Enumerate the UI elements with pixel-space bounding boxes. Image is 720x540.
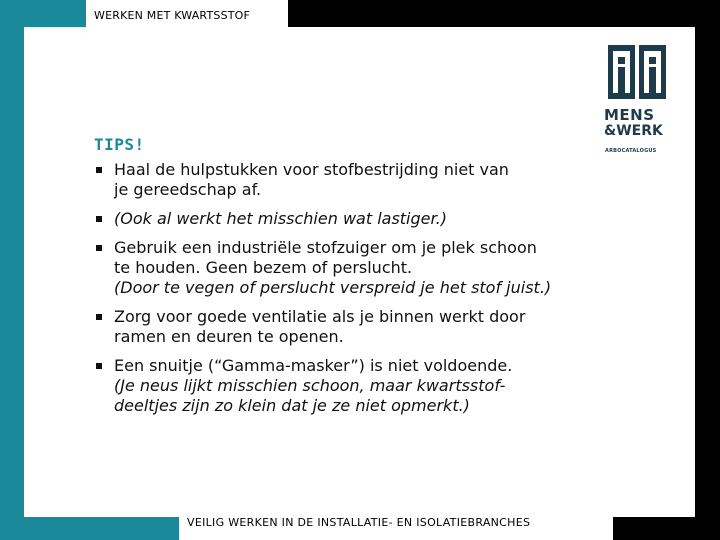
logo-text-mens: MENS — [604, 106, 655, 124]
left-teal-bar — [0, 0, 24, 540]
bullet-1-line-2: je gereedschap af. — [114, 180, 262, 199]
list-item — [96, 209, 551, 229]
bottom-teal-bar — [24, 517, 179, 540]
bullet-3-line-1: Gebruik een industriële stofzuiger om je plek schoon — [114, 238, 537, 257]
bullet-icon — [96, 363, 102, 369]
bullet-icon — [96, 245, 102, 251]
mens-werk-logo — [604, 45, 670, 157]
right-black-bar — [695, 0, 720, 540]
bullet-2-line-1: (Ook al werkt het misschien wat lastiger.) — [114, 209, 447, 228]
slide-header-title: WERKEN MET KWARTSSTOF — [94, 9, 251, 22]
bullet-1-line-1: Haal de hulpstukken voor stofbestrijding niet van — [114, 160, 509, 179]
tips-heading: TIPS! — [94, 135, 145, 154]
list-item — [96, 238, 551, 298]
list-item — [96, 160, 551, 200]
logo-text-arbocatalogus: ARBOCATALOGUS — [605, 148, 657, 154]
bottom-black-bar — [613, 517, 720, 540]
bullet-icon — [96, 167, 102, 173]
bullet-5-line-1: Een snuitje (“Gamma-masker”) is niet voldoende. — [114, 356, 513, 375]
bullet-icon — [96, 314, 102, 320]
slide-footer-text: VEILIG WERKEN IN DE INSTALLATIE- EN ISOLATIEBRANCHES — [187, 516, 531, 529]
top-black-bar — [288, 0, 720, 27]
tips-list — [96, 160, 551, 425]
list-item — [96, 307, 551, 347]
logo-text-werk: &WERK — [604, 123, 663, 139]
bullet-4-line-1: Zorg voor goede ventilatie als je binnen werkt door — [114, 307, 526, 326]
logo-mark-icon — [606, 45, 668, 101]
list-item — [96, 356, 551, 416]
bullet-3-line-3: (Door te vegen of perslucht verspreid je het stof juist.) — [114, 278, 552, 297]
bullet-5-line-2: (Je neus lijkt misschien schoon, maar kwartsstof- — [114, 376, 506, 395]
bullet-3-line-2: te houden. Geen bezem of perslucht. — [114, 258, 413, 277]
bullet-4-line-2: ramen en deuren te openen. — [114, 327, 344, 346]
bullet-icon — [96, 216, 102, 222]
top-teal-bar — [24, 0, 86, 27]
bullet-5-line-3: deeltjes zijn zo klein dat je ze niet opmerkt.) — [114, 396, 470, 415]
